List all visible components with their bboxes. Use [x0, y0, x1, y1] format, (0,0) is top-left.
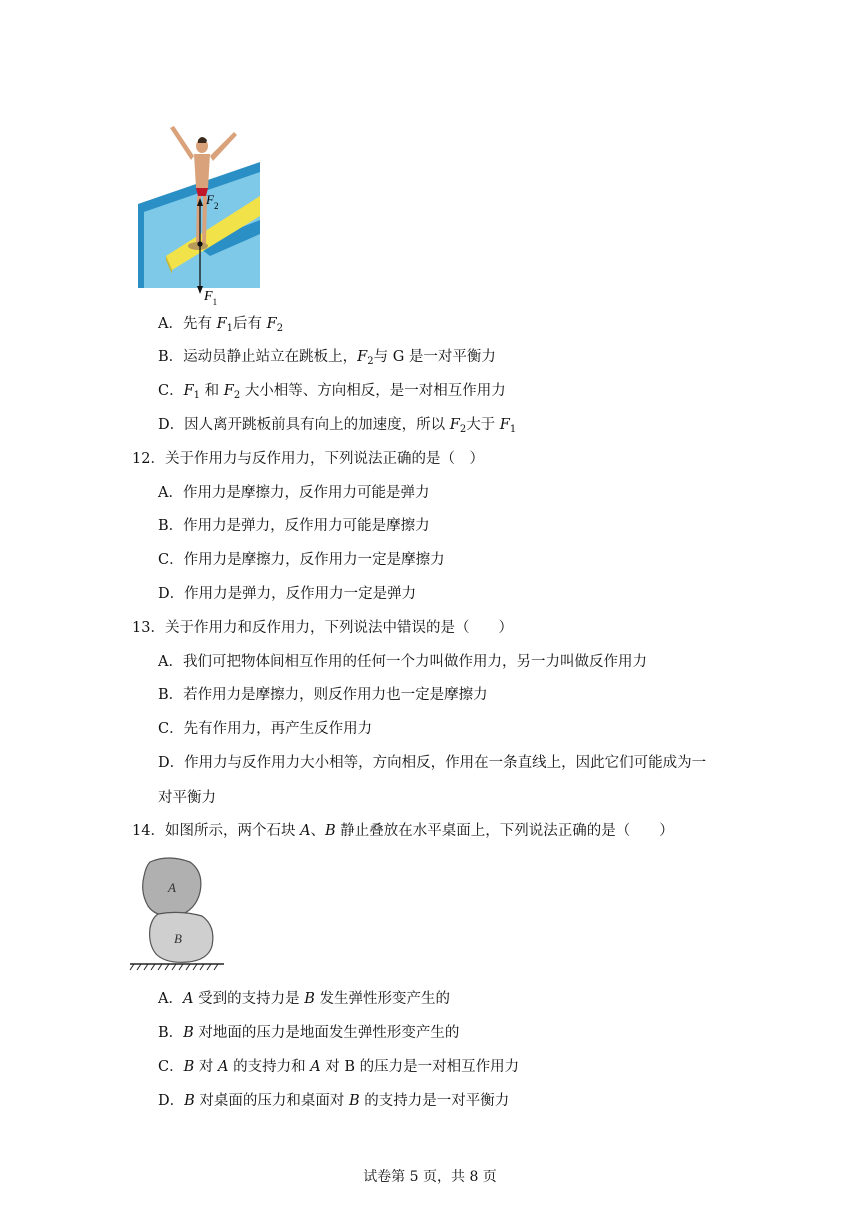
q12-option-b[interactable]: B．作用力是弹力，反作用力可能是摩擦力	[158, 518, 430, 534]
q13-option-d-continued: 对平衡力	[158, 790, 216, 806]
q12-option-d[interactable]: D．作用力是弹力，反作用力一定是弹力	[158, 586, 417, 602]
q12-option-c[interactable]: C．作用力是摩擦力，反作用力一定是摩擦力	[158, 552, 445, 568]
q11-option-c[interactable]: C．$F_1$ 和 $F_2$ 大小相等、方向相反，是一对相互作用力	[158, 383, 506, 401]
q13-option-c[interactable]: C．先有作用力，再产生反作用力	[158, 721, 373, 737]
page-footer: 试卷第 5 页，共 8 页	[363, 1169, 497, 1185]
diver-figure	[136, 120, 266, 310]
q13-stem: 13．关于作用力和反作用力，下列说法中错误的是（ ）	[132, 620, 513, 636]
svg-text:B: B	[174, 931, 182, 946]
q13-option-b[interactable]: B．若作用力是摩擦力，则反作用力也一定是摩擦力	[158, 687, 488, 703]
q11-option-d[interactable]: D．因人离开跳板前具有向上的加速度，所以 $F_2$大于 $F_1$	[158, 417, 517, 435]
force-label-f1: $F_1$	[204, 289, 218, 307]
svg-text:A: A	[168, 880, 176, 895]
q14-option-b[interactable]: B．B 对地面的压力是地面发生弹性形变产生的	[158, 1025, 460, 1041]
q12-stem: 12．关于作用力与反作用力，下列说法正确的是（ ）	[132, 451, 484, 467]
q14-option-a[interactable]: A．A 受到的支持力是 B 发生弹性形变产生的	[158, 991, 450, 1007]
q13-option-a[interactable]: A．我们可把物体间相互作用的任何一个力叫做作用力，另一力叫做反作用力	[158, 654, 647, 670]
force-label-f2: $F_2$	[206, 192, 219, 211]
stones-figure	[128, 856, 228, 972]
q12-option-a[interactable]: A．作用力是摩擦力，反作用力可能是弹力	[158, 485, 430, 501]
q14-option-c[interactable]: C．B 对 A 的支持力和 A 对 B 的压力是一对相互作用力	[158, 1059, 520, 1075]
q13-option-d[interactable]: D．作用力与反作用力大小相等，方向相反，作用在一条直线上，因此它们可能成为一	[158, 755, 707, 771]
q11-option-a[interactable]: A．先有 $F_1$后有 $F_2$	[158, 316, 284, 334]
q11-option-b[interactable]: B．运动员静止站立在跳板上，$F_2$与 G 是一对平衡力	[158, 349, 496, 367]
q14-option-d[interactable]: D．B 对桌面的压力和桌面对 B 的支持力是一对平衡力	[158, 1093, 510, 1109]
q14-stem: 14．如图所示，两个石块 A、B 静止叠放在水平桌面上，下列说法正确的是（ ）	[132, 823, 674, 839]
